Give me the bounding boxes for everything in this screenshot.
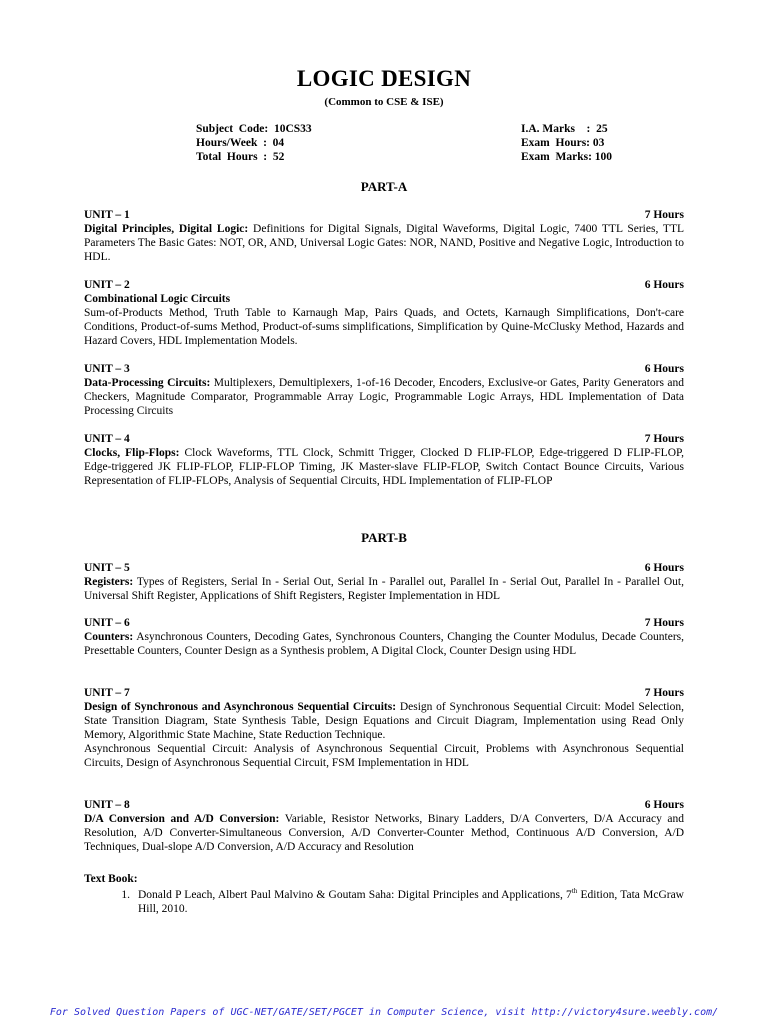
unit-text: Definitions for Digital Signals, Digital Waveforms, Digital Logic, 7400 TTL Series, TTL Parameters The Basic Gates: NOT, OR, AND, Universal Logic Gates: NOR, NAND, Positive and Negative Logic, Introduction to HDL. — [84, 223, 684, 263]
text-book-title: Donald P Leach, Albert Paul Malvino & Goutam Saha: Digital Principles and Applications, 7 — [138, 889, 572, 901]
edition-superscript: th — [571, 887, 578, 896]
unit-3 — [84, 362, 684, 418]
unit-text-continued: Asynchronous Sequential Circuit: Analysis of Asynchronous Sequential Circuit, Problems with Asynchronous Sequential Circuits, Design of Asynchronous Sequential Circuit, FSM Implementation in HDL — [84, 743, 684, 769]
subject-meta-left — [196, 122, 312, 164]
unit-6 — [84, 616, 684, 658]
subject-code: Subject Code: 10CS33 — [196, 123, 312, 135]
hours-per-week: Hours/Week : 04 — [196, 137, 285, 149]
unit-text: Variable, Resistor Networks, Binary Ladders, D/A Converters, D/A Accuracy and Resolution, A/D Converter-Simultaneous Conversion, A/D Converter-Counter Method, Continuous A/D Conversion, A/D Techniques, Dual-slope A/D Conversion, A/D Accuracy and Resolution — [84, 813, 684, 853]
unit-hours: 6 Hours — [644, 279, 684, 291]
page-subtitle: (Common to CSE & ISE) — [324, 96, 444, 108]
text-book-publisher: Edition, Tata McGraw Hill, 2010. — [138, 889, 684, 915]
unit-label: UNIT – 2 — [84, 279, 130, 291]
unit-heading: Registers: — [84, 576, 134, 588]
unit-label: UNIT – 7 — [84, 687, 130, 699]
unit-heading: Digital Principles, Digital Logic: — [84, 223, 249, 235]
unit-heading: Combinational Logic Circuits — [84, 293, 231, 305]
unit-text: Design of Synchronous Sequential Circuit: Model Selection, State Transition Diagram, State Synthesis Table, Design Equations and Circuit Diagram, Implementation using Read Only Memory, Algorithmic State Machine, State Reduction Technique. — [84, 701, 684, 741]
text-book-number: 1. — [121, 889, 130, 901]
unit-heading: Counters: — [84, 631, 134, 643]
ia-marks: I.A. Marks : 25 — [521, 123, 608, 135]
text-book-section — [84, 872, 684, 916]
unit-2 — [84, 278, 684, 348]
unit-label: UNIT – 6 — [84, 617, 130, 629]
unit-label: UNIT – 4 — [84, 433, 130, 445]
unit-text: Asynchronous Counters, Decoding Gates, Synchronous Counters, Changing the Counter Modulus, Decade Counters, Presettable Counters, Counter Design as a Synthesis problem, A Digital Clock, Counter Design using HDL — [84, 631, 684, 657]
unit-heading: Data-Processing Circuits: — [84, 377, 211, 389]
unit-5 — [84, 561, 684, 603]
exam-marks: Exam Marks: 100 — [521, 151, 613, 163]
unit-hours: 7 Hours — [644, 433, 684, 445]
unit-text: Clock Waveforms, TTL Clock, Schmitt Trigger, Clocked D FLIP-FLOP, Edge-triggered D FLIP-FLOP, Edge-triggered JK FLIP-FLOP, FLIP-FLOP Timing, JK Master-slave FLIP-FLOP, Switch Contact Bounce Circuits, Various Representation of FLIP-FLOPs, Analysis of Sequential Circuits, HDL Implementation of FLIP-FLOP — [84, 447, 684, 487]
unit-label: UNIT – 8 — [84, 799, 130, 811]
unit-text: Multiplexers, Demultiplexers, 1-of-16 Decoder, Encoders, Exclusive-or Gates, Parity Generators and Checkers, Magnitude Comparator, Programmable Array Logic, Programmable Logic Arrays, HDL Implementation of Data Processing Circuits — [84, 377, 684, 417]
unit-hours: 6 Hours — [644, 562, 684, 574]
unit-8 — [84, 798, 684, 854]
subject-meta-right — [521, 122, 612, 164]
part-a-heading: PART-A — [360, 179, 408, 194]
unit-hours: 6 Hours — [644, 363, 684, 375]
part-b-heading: PART-B — [361, 530, 407, 545]
unit-4 — [84, 432, 684, 488]
page-title: LOGIC DESIGN — [296, 66, 472, 91]
unit-label: UNIT – 1 — [84, 209, 130, 221]
unit-7 — [84, 686, 684, 770]
text-book-heading: Text Book: — [84, 873, 138, 885]
text-book-item — [84, 888, 684, 916]
unit-text: Sum-of-Products Method, Truth Table to Karnaugh Map, Pairs Quads, and Octets, Karnaugh Simplifications, Don't-care Conditions, Product-of-sums Method, Product-of-sums simplifications, Simplification by Quine-McClusky Method, Hazards and Hazard Covers, HDL Implementation Models. — [84, 307, 684, 347]
unit-1 — [84, 208, 684, 264]
total-hours: Total Hours : 52 — [196, 151, 285, 163]
unit-hours: 7 Hours — [644, 209, 684, 221]
unit-text: Types of Registers, Serial In - Serial Out, Serial In - Parallel out, Parallel In - Serial Out, Parallel In - Parallel Out, Universal Shift Register, Applications of Shift Registers, Register Implementation in HDL — [84, 576, 684, 602]
footer-link[interactable]: For Solved Question Papers of UGC-NET/GATE/SET/PGCET in Computer Science, visit http://victory4sure.weebly.com/ — [49, 1007, 719, 1018]
unit-hours: 6 Hours — [644, 799, 684, 811]
unit-heading: D/A Conversion and A/D Conversion: — [84, 813, 280, 825]
unit-heading: Design of Synchronous and Asynchronous Sequential Circuits: — [84, 701, 397, 713]
exam-hours: Exam Hours: 03 — [521, 137, 605, 149]
unit-hours: 7 Hours — [644, 687, 684, 699]
unit-label: UNIT – 3 — [84, 363, 130, 375]
unit-hours: 7 Hours — [644, 617, 684, 629]
unit-heading: Clocks, Flip-Flops: — [84, 447, 180, 459]
unit-label: UNIT – 5 — [84, 562, 130, 574]
